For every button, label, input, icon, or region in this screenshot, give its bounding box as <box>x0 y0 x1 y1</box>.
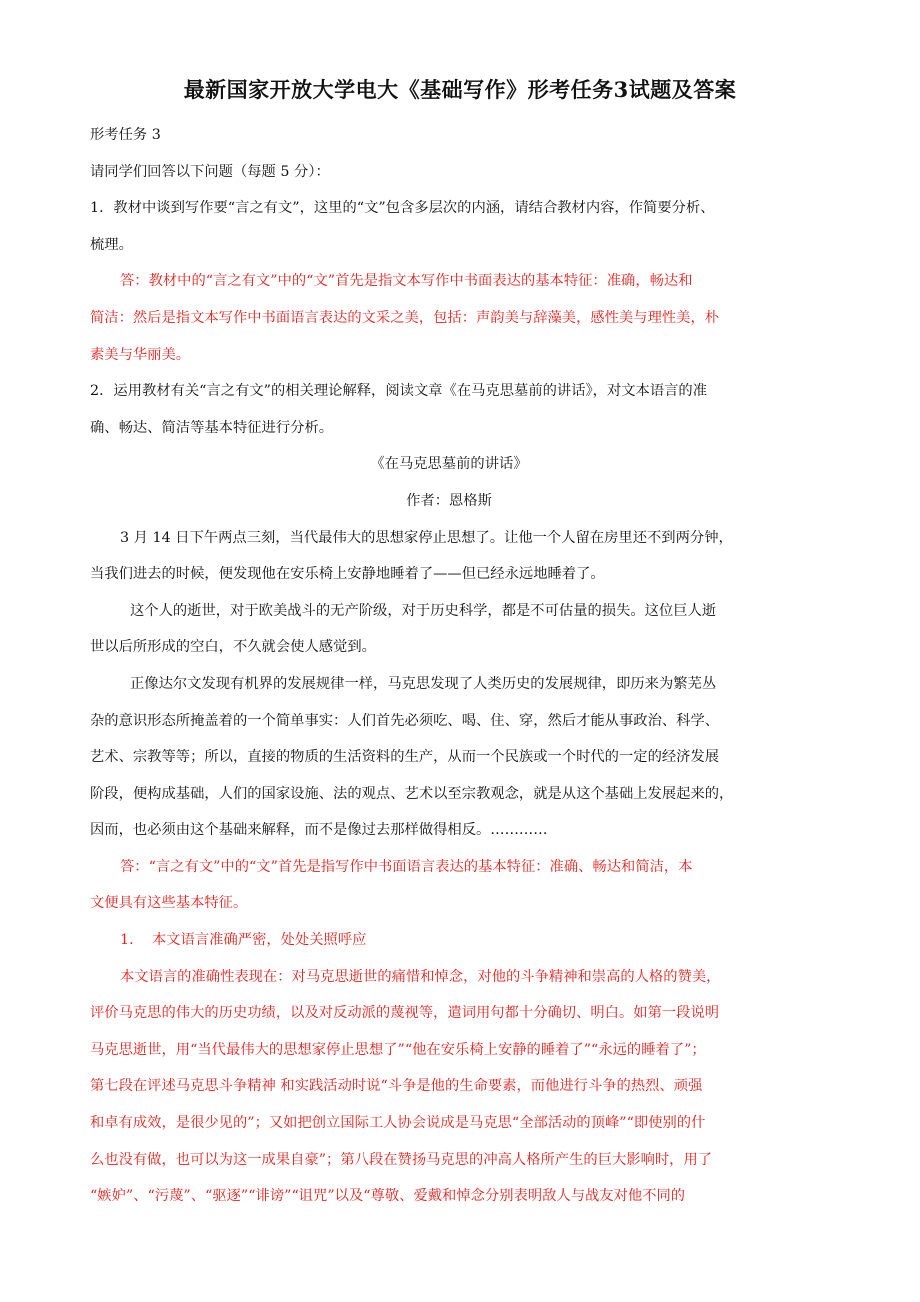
article-paragraph-line: 世以后所形成的空白，不久就会使人感觉到。 <box>90 639 376 656</box>
answer-2-line: 文便具有这些基本特征。 <box>90 895 248 912</box>
article-paragraph-line: 杂的意识形态所掩盖着的一个简单事实：人们首先必须吃、喝、住、穿，然后才能从事政治、科学、 <box>90 712 720 729</box>
answer-2-point-heading <box>90 922 808 959</box>
answer-2-body-line: 第七段在评述马克思斗争精神 和实践活动时说“斗争是他的生命要素，而他进行斗争的热烈、顽强 <box>90 1078 703 1095</box>
answer-2-body-line: 么也没有做，也可以为这一成果自豪”；第八段在赞扬马克思的冲高人格所产生的巨大影响时，用了 <box>90 1151 713 1168</box>
instructions: 请同学们回答以下问题（每题 5 分）： <box>90 163 330 180</box>
point-number: 1. <box>120 932 134 949</box>
article-paragraph-line: 这个人的逝世，对于欧美战斗的无产阶级，对于历史科学，都是不可估量的损失。这位巨人逝 <box>130 602 717 619</box>
question-1 <box>90 190 808 263</box>
answer-2-body-line: 马克思逝世，用“当代最伟大的思想家停止思想了”“他在安乐椅上安静的睡着了”“永远的睡着了”； <box>90 1041 706 1058</box>
answer-1-line: 简洁：然后是指文本写作中书面语言表达的文采之美，包括：声韵美与辞藻美，感性美与理性美，朴 <box>90 309 720 326</box>
article-paragraph-line: 3 月 14 日下午两点三刻，当代最伟大的思想家停止思想了。让他一个人留在房里还不到两分钟， <box>120 529 733 546</box>
answer-2-line: 答：“言之有文”中的“文”首先是指写作中书面语言表达的基本特征：准确、畅达和简洁，本 <box>120 858 693 875</box>
article <box>90 446 808 849</box>
question-2-line: 确、畅达、简洁等基本特征进行分析。 <box>90 419 334 436</box>
question-2-line: 2．运用教材有关“言之有文”的相关理论解释，阅读文章《在马克思墓前的讲话》，对文本语言的准 <box>90 383 708 400</box>
section-label: 形考任务 3 <box>90 127 161 143</box>
question-2 <box>90 373 808 446</box>
document-title: 最新国家开放大学电大《基础写作》形考任务3试题及答案 <box>183 77 737 102</box>
article-paragraph-line: 正像达尔文发现有机界的发展规律一样，马克思发现了人类历史的发展规律，即历来为繁芜丛 <box>130 675 717 692</box>
article-paragraph-line: 艺术、宗教等等；所以，直接的物质的生活资料的生产，从而一个民族或一个时代的一定的经济发展 <box>90 749 720 766</box>
article-paragraph-line: 因而，也必须由这个基础来解释，而不是像过去那样做得相反。………… <box>90 822 548 839</box>
article-title: 《在马克思墓前的讲话》 <box>370 456 528 473</box>
document-body <box>90 117 808 1215</box>
article-author: 作者：恩格斯 <box>406 492 492 509</box>
answer-1 <box>90 263 808 373</box>
answer-1-line: 素美与华丽美。 <box>90 346 191 363</box>
question-1-line: 梳理。 <box>90 236 133 253</box>
point-heading-text: 本文语言准确严密，处处关照呼应 <box>152 932 367 949</box>
answer-1-line: 答：教材中的“言之有文”中的“文”首先是指文本写作中书面表达的基本特征：准确，畅达和 <box>120 273 693 290</box>
question-1-line: 1．教材中谈到写作要“言之有文”，这里的“文”包含多层次的内涵，请结合教材内容，作简要分析、 <box>90 200 715 217</box>
answer-2-body-line: 和卓有成效，是很少见的”；又如把创立国际工人协会说成是马克思“全部活动的顶峰”“即使别的什 <box>90 1115 706 1132</box>
answer-2-body-line: 评价马克思的伟大的历史功绩，以及对反动派的蔑视等，遣词用句都十分确切、明白。如第一段说明 <box>90 1005 720 1022</box>
answer-2-body-line: “嫉妒”、“污蔑”、“驱逐”“诽谤”“诅咒”以及“尊敬、爱戴和悼念分别表明敌人与战友对他不同的 <box>90 1188 686 1205</box>
article-paragraph-line: 阶段，便构成基础，人们的国家设施、法的观点、艺术以至宗教观念，就是从这个基础上发展起来的， <box>90 785 734 802</box>
answer-2-body-line: 本文语言的准确性表现在：对马克思逝世的痛惜和悼念，对他的斗争精神和崇高的人格的赞美， <box>120 968 721 985</box>
article-paragraph-line: 当我们进去的时候，便发现他在安乐椅上安静地睡着了——但已经永远地睡着了。 <box>90 566 605 583</box>
answer-2 <box>90 849 808 1215</box>
